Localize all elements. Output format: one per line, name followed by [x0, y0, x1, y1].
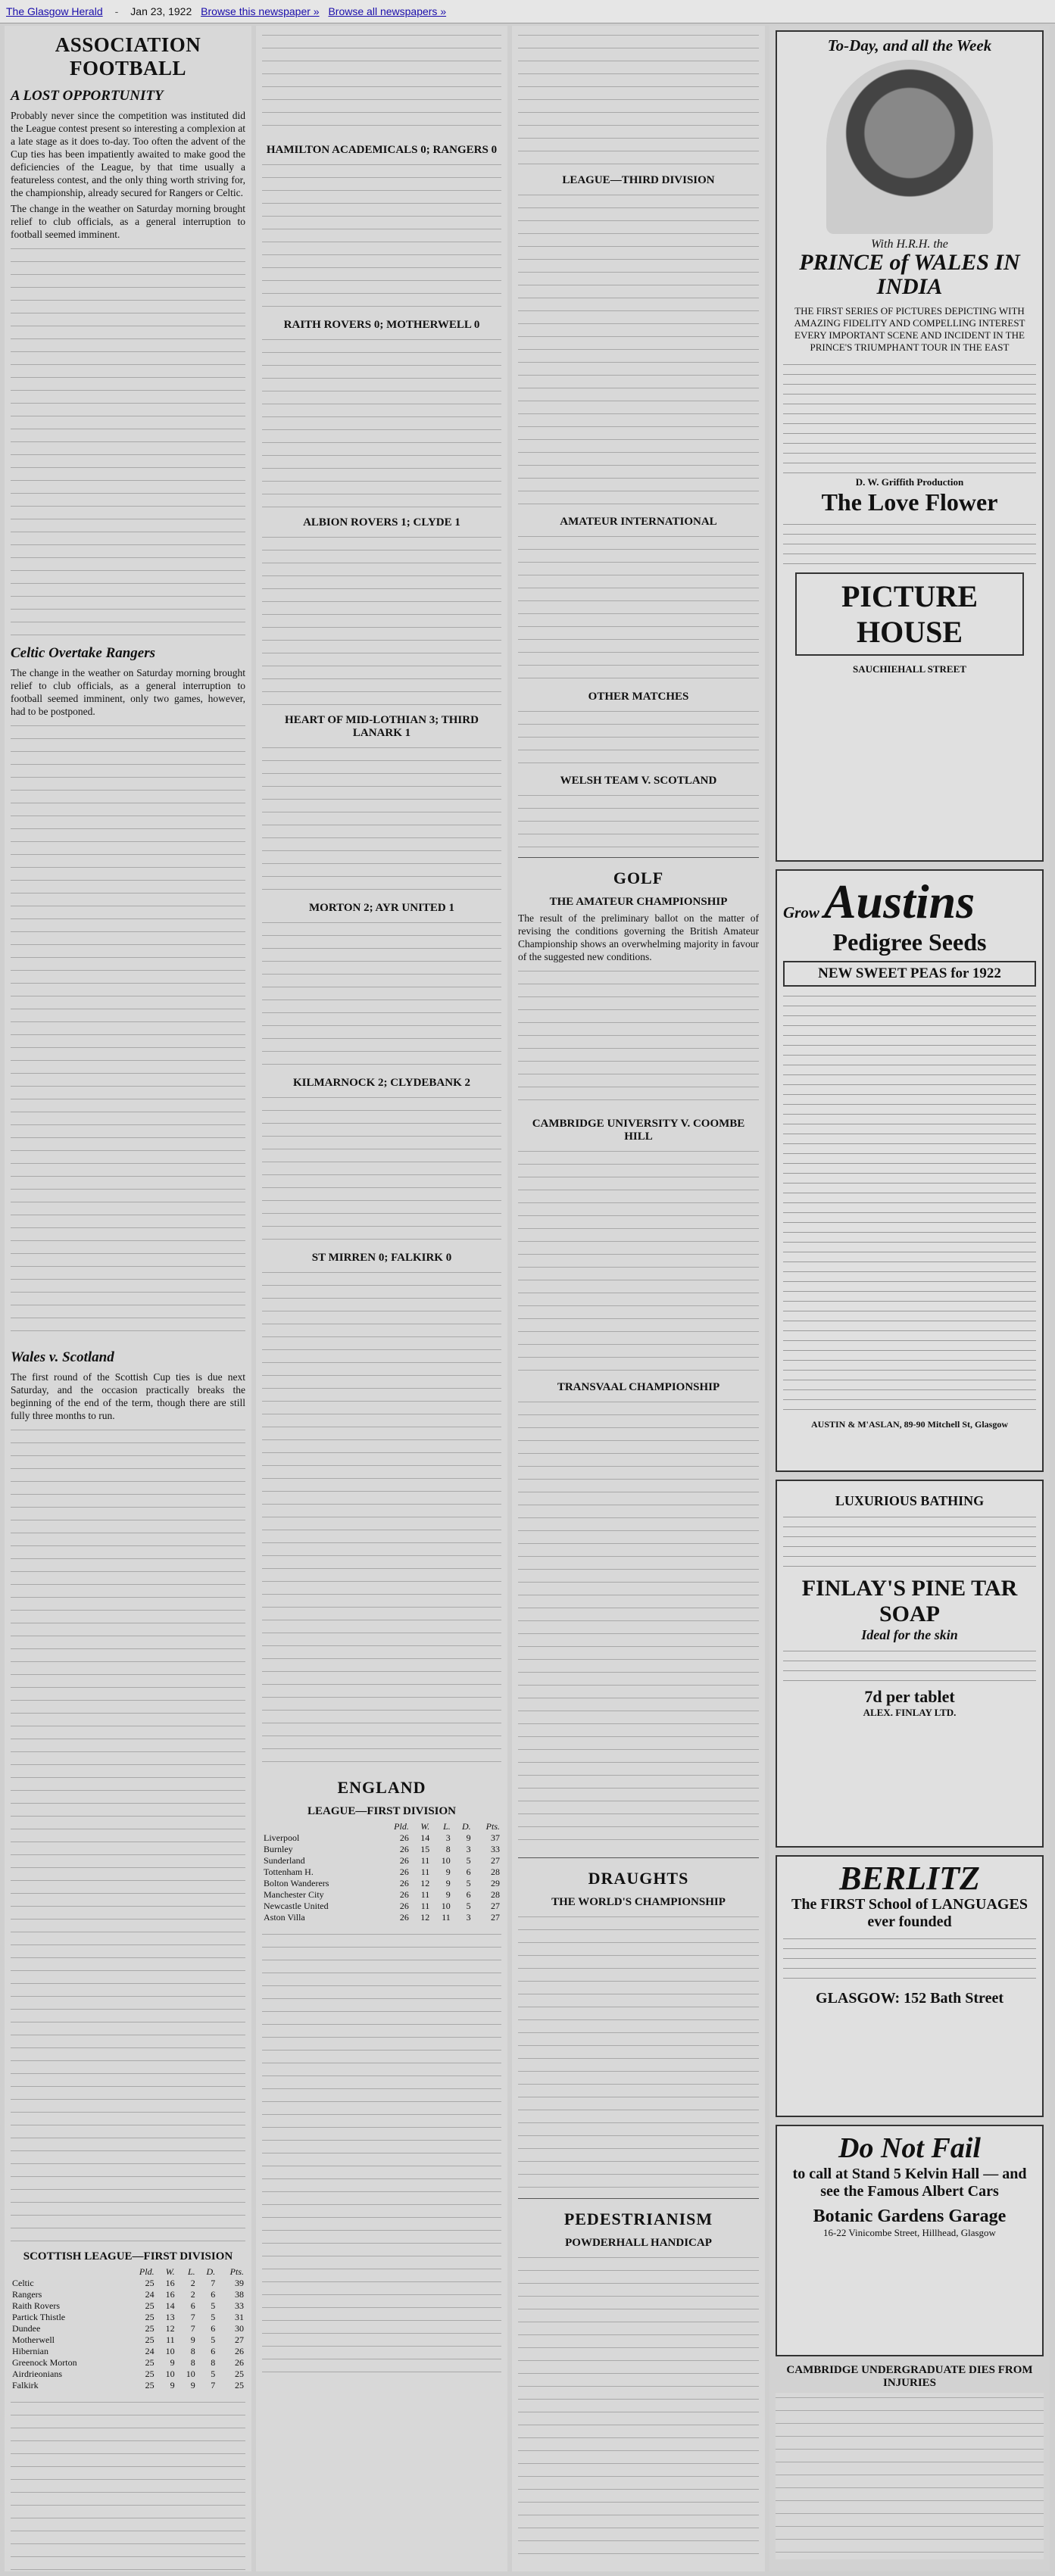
ad-brand: FINLAY'S PINE TAR SOAP [801, 1576, 1018, 1626]
table-cell: Burnley [264, 1844, 293, 1854]
table-cell: 3 [466, 1844, 471, 1854]
table-cell: 14 [420, 1832, 430, 1843]
table-cell: 8 [211, 2357, 216, 2368]
match-heading: ALBION ROVERS 1; CLYDE 1 [303, 516, 460, 529]
advert-austins-seeds [776, 869, 1044, 1472]
ad-subtitle: NEW SWEET PEAS for 1922 [783, 961, 1036, 987]
league-table-title: LEAGUE—FIRST DIVISION [307, 1805, 457, 1817]
table-cell: 28 [491, 1867, 500, 1877]
league-table [11, 2266, 245, 2391]
text-block [518, 966, 759, 1110]
table-cell: 37 [491, 1832, 500, 1843]
table-row [262, 1855, 501, 1867]
ad-venue-street: SAUCHIEHALL STREET [853, 663, 966, 675]
section-headline: ASSOCIATION FOOTBALL [55, 33, 201, 80]
text-block [518, 2253, 759, 2556]
column-2 [256, 26, 507, 2571]
text-block [262, 160, 501, 311]
newspaper-title-link[interactable]: The Glasgow Herald [6, 5, 103, 17]
table-row [11, 2334, 245, 2346]
table-cell: Raith Rovers [12, 2300, 60, 2311]
text-block [518, 1397, 759, 1851]
table-cell: 10 [441, 1855, 451, 1866]
table-row [11, 2346, 245, 2357]
ad-brand: BERLITZ [839, 1860, 980, 1897]
text-block [518, 706, 759, 767]
table-cell: 28 [491, 1889, 500, 1900]
table-row [11, 2380, 245, 2391]
text-block [518, 791, 759, 851]
ad-headline: LUXURIOUS BATHING [835, 1493, 985, 1508]
table-cell: 12 [420, 1912, 430, 1923]
match-heading: OTHER MATCHES [588, 691, 689, 703]
table-row [262, 1844, 501, 1855]
table-cell: 26 [399, 1901, 409, 1911]
table-header-row: Pld. W. L. D. Pts. [139, 2266, 244, 2277]
table-cell: 6 [211, 2289, 216, 2300]
table-cell: 26 [399, 1855, 409, 1866]
text-block [262, 743, 501, 894]
table-cell: 39 [235, 2278, 244, 2288]
ad-text-block [783, 1934, 1036, 1987]
ad-description: to call at Stand 5 Kelvin Hall — and see the Famous Albert Cars [792, 2166, 1027, 2200]
table-cell: Dundee [12, 2323, 41, 2334]
issue-date: Jan 23, 1922 [130, 5, 192, 17]
table-cell: 24 [145, 2346, 155, 2356]
table-cell: 5 [211, 2300, 216, 2311]
table-cell: 25 [235, 2369, 244, 2379]
advert-finlays-soap [776, 1480, 1044, 1848]
table-cell: 3 [445, 1832, 451, 1843]
table-cell: 3 [466, 1912, 471, 1923]
table-row [11, 2300, 245, 2312]
table-cell: 26 [399, 1878, 409, 1888]
ad-headline: Do Not Fail [838, 2132, 981, 2164]
table-cell: 2 [190, 2278, 195, 2288]
table-cell: 13 [165, 2312, 175, 2322]
table-cell: 5 [211, 2334, 216, 2345]
ad-price: 7d per tablet [864, 1687, 955, 1706]
section-title-golf: GOLF [613, 869, 664, 887]
table-cell: 10 [186, 2369, 195, 2379]
table-cell: Falkirk [12, 2380, 39, 2390]
table-cell: Newcastle United [264, 1901, 329, 1911]
text-block [11, 721, 245, 1342]
text-block [518, 1912, 759, 2192]
match-heading: WELSH TEAM V. SCOTLAND [560, 775, 717, 787]
divider [518, 1857, 759, 1858]
table-cell: 10 [165, 2369, 175, 2379]
column-4-adverts [769, 26, 1050, 2571]
article-paragraph: Probably never since the competition was instituted did the League contest present so interesting a complexion at a late stage as it does to-day. Too often the advent of the Cup ties has been impatiently awaited to make good the deficiencies of the League, by that time usually a featureless contest, and the only thing worth striving for, the championship, already secured for Rangers or Celtic. [11, 110, 245, 198]
ad-maker: ALEX. FINLAY LTD. [863, 1707, 957, 1718]
match-heading: ST MIRREN 0; FALKIRK 0 [311, 1252, 452, 1264]
text-block [262, 1093, 501, 1244]
article-paragraph: The change in the weather on Saturday morning brought relief to club officials, as a general interruption to football seemed imminent. [11, 203, 245, 240]
ad-brand: Austins [823, 875, 975, 928]
table-cell: Partick Thistle [12, 2312, 66, 2322]
advert-picture-house [776, 30, 1044, 862]
table-row [11, 2289, 245, 2300]
text-block [518, 30, 759, 167]
ad-text-block [783, 519, 1036, 565]
table-cell: 5 [466, 1878, 471, 1888]
table-cell: 9 [190, 2334, 195, 2345]
table-cell: 9 [170, 2380, 175, 2390]
table-cell: 11 [420, 1901, 430, 1911]
text-block [262, 30, 501, 136]
article-paragraph: The first round of the Scottish Cup ties is due next Saturday, and the occasion practically breaks the beginning of the end of the term, though there are still fully three months to run. [11, 1371, 245, 1421]
table-cell: 25 [145, 2357, 155, 2368]
ad-venue: PICTURE HOUSE [795, 572, 1024, 656]
table-cell: 6 [211, 2346, 216, 2356]
league-table [262, 1821, 501, 1923]
table-cell: Liverpool [264, 1832, 300, 1843]
ad-big-title: PRINCE of WALES IN INDIA [799, 250, 1020, 299]
divider [518, 857, 759, 858]
table-cell: Rangers [12, 2289, 42, 2300]
table-cell: 9 [190, 2380, 195, 2390]
table-cell: 12 [165, 2323, 175, 2334]
league-table-title: SCOTTISH LEAGUE—FIRST DIVISION [23, 2250, 233, 2263]
article-heading: TRANSVAAL CHAMPIONSHIP [557, 1381, 720, 1393]
match-heading: RAITH ROVERS 0; MOTHERWELL 0 [283, 319, 480, 331]
ad-headline: To-Day, and all the Week [827, 36, 992, 55]
table-cell: 26 [399, 1832, 409, 1843]
table-cell: 33 [491, 1844, 500, 1854]
ad-address: 16-22 Vinicombe Street, Hillhead, Glasgow [823, 2227, 996, 2238]
ad-text-block [783, 1512, 1036, 1573]
table-cell: 27 [491, 1855, 500, 1866]
table-cell: Tottenham H. [264, 1867, 314, 1877]
table-cell: 7 [211, 2380, 216, 2390]
advert-albert-cars [776, 2125, 1044, 2356]
table-cell: 11 [420, 1867, 430, 1877]
table-cell: 27 [491, 1912, 500, 1923]
table-cell: 2 [190, 2289, 195, 2300]
table-cell: 11 [166, 2334, 175, 2345]
ad-grow-text: Grow [783, 903, 819, 922]
table-cell: 6 [211, 2323, 216, 2334]
advert-berlitz [776, 1855, 1044, 2117]
table-heading: LEAGUE—THIRD DIVISION [562, 174, 715, 186]
table-cell: 7 [190, 2323, 195, 2334]
text-block [11, 1425, 245, 2243]
ad-line: With H.R.H. the [871, 238, 948, 251]
table-cell: 25 [145, 2369, 155, 2379]
table-cell: 31 [235, 2312, 244, 2322]
table-cell: Celtic [12, 2278, 34, 2288]
article-subhead: A LOST OPPORTUNITY [11, 88, 164, 104]
match-heading: HAMILTON ACADEMICALS 0; RANGERS 0 [266, 144, 498, 156]
text-block [11, 244, 245, 638]
article-paragraph: The result of the preliminary ballot on the matter of revising the conditions governing the British Amateur Championship shows an overwhelming majority in favour of the suggested new conditions. [518, 912, 759, 962]
text-block [262, 1268, 501, 1767]
table-row [11, 2323, 245, 2334]
ad-film-title: The Love Flower [821, 488, 998, 516]
table-cell: 26 [235, 2346, 244, 2356]
table-cell: 12 [420, 1878, 430, 1888]
article-subhead: Wales v. Scotland [11, 1349, 114, 1365]
table-cell: Aston Villa [264, 1912, 305, 1923]
table-cell: 29 [491, 1878, 500, 1888]
table-cell: 10 [441, 1901, 451, 1911]
table-cell: 30 [235, 2323, 244, 2334]
table-cell: 15 [420, 1844, 430, 1854]
table-cell: 16 [165, 2289, 175, 2300]
table-cell: 26 [399, 1889, 409, 1900]
text-block [518, 532, 759, 683]
table-cell: Sunderland [264, 1855, 305, 1866]
article-heading: THE WORLD'S CHAMPIONSHIP [551, 1896, 726, 1908]
browse-all-link[interactable]: Browse all newspapers » [328, 5, 447, 17]
table-cell: 8 [190, 2346, 195, 2356]
article-paragraph: The change in the weather on Saturday morning brought relief to club officials, as a general interruption to football seemed imminent, only two games, however, had to be postponed. [11, 667, 245, 717]
table-cell: 11 [442, 1912, 451, 1923]
table-cell: 11 [420, 1855, 430, 1866]
column-1 [5, 26, 251, 2571]
table-cell: Motherwell [12, 2334, 55, 2345]
table-row [11, 2357, 245, 2369]
table-cell: 38 [235, 2289, 244, 2300]
table-cell: 8 [190, 2357, 195, 2368]
section-title-draughts: DRAUGHTS [588, 1869, 689, 1888]
table-cell: 7 [211, 2278, 216, 2288]
divider [518, 2198, 759, 2199]
table-cell: 11 [420, 1889, 430, 1900]
table-row [262, 1832, 501, 1844]
table-cell: 5 [466, 1855, 471, 1866]
table-cell: Hibernian [12, 2346, 48, 2356]
section-title: ENGLAND [337, 1778, 426, 1797]
column-3 [512, 26, 765, 2571]
table-cell: 9 [445, 1878, 451, 1888]
table-cell: 25 [145, 2334, 155, 2345]
table-row [11, 2312, 245, 2323]
article-heading: THE AMATEUR CHAMPIONSHIP [549, 896, 728, 908]
table-cell: Bolton Wanderers [264, 1878, 329, 1888]
table-cell: 6 [190, 2300, 195, 2311]
ad-garage: Botanic Gardens Garage [813, 2206, 1007, 2226]
table-cell: 16 [165, 2278, 175, 2288]
table-cell: 6 [466, 1889, 471, 1900]
table-cell: 5 [466, 1901, 471, 1911]
table-cell: 5 [211, 2369, 216, 2379]
ad-film-credit: D. W. Griffith Production [855, 476, 964, 488]
article-subhead: Celtic Overtake Rangers [11, 645, 156, 661]
ad-product: Pedigree Seeds [832, 928, 987, 956]
table-row [262, 1867, 501, 1878]
table-cell: 26 [399, 1912, 409, 1923]
table-cell: 9 [445, 1889, 451, 1900]
ad-city: GLASGOW: 152 Bath Street [816, 1990, 1003, 2007]
text-block [262, 532, 501, 706]
article-heading: CAMBRIDGE UNIVERSITY V. COOMBE HILL [532, 1118, 745, 1143]
separator: - [114, 5, 119, 17]
text-block [262, 1929, 501, 2384]
text-block [262, 335, 501, 509]
section-title-pedestrianism: PEDESTRIANISM [563, 2210, 713, 2228]
match-heading: KILMARNOCK 2; CLYDEBANK 2 [292, 1077, 471, 1089]
archive-toolbar [0, 0, 1055, 23]
table-cell: 14 [165, 2300, 175, 2311]
table-row [262, 1912, 501, 1923]
table-cell: 25 [145, 2380, 155, 2390]
ad-description: THE FIRST SERIES OF PICTURES DEPICTING WITH AMAZING FIDELITY AND COMPELLING INTEREST EVERY IMPORTANT SCENE AND INCIDENT IN THE PRINCE'S TRIUMPHANT TOUR IN THE EAST [794, 305, 1025, 353]
table-cell: Airdrieonians [12, 2369, 62, 2379]
table-cell: 8 [445, 1844, 451, 1854]
match-heading: MORTON 2; AYR UNITED 1 [309, 902, 454, 914]
article-heading: POWDERHALL HANDICAP [565, 2237, 712, 2249]
ad-text-block [783, 360, 1036, 473]
table-cell: 7 [190, 2312, 195, 2322]
table-cell: 6 [466, 1867, 471, 1877]
match-heading: HEART OF MID-LOTHIAN 3; THIRD LANARK 1 [285, 714, 479, 739]
ad-tagline: Ideal for the skin [861, 1627, 958, 1642]
table-cell: 9 [466, 1832, 471, 1843]
text-block [518, 1146, 759, 1374]
table-row [262, 1901, 501, 1912]
match-heading: AMATEUR INTERNATIONAL [560, 516, 717, 528]
table-cell: 9 [445, 1867, 451, 1877]
table-row [11, 2369, 245, 2380]
ad-address: AUSTIN & M'ASLAN, 89-90 Mitchell St, Glasgow [811, 1419, 1008, 1430]
table-cell: 25 [145, 2312, 155, 2322]
text-block [776, 2393, 1044, 2559]
table-cell: 10 [165, 2346, 175, 2356]
table-row [262, 1889, 501, 1901]
table-cell: 26 [399, 1867, 409, 1877]
browse-newspaper-link[interactable]: Browse this newspaper » [201, 5, 320, 17]
text-block [262, 918, 501, 1069]
table-cell: 25 [235, 2380, 244, 2390]
ad-description: The FIRST School of LANGUAGES ever founded [791, 1896, 1028, 1930]
table-cell: 26 [399, 1844, 409, 1854]
text-block [518, 190, 759, 508]
table-row [11, 2278, 245, 2289]
table-cell: 24 [145, 2289, 155, 2300]
table-cell: 25 [145, 2300, 155, 2311]
ad-text-block [783, 1646, 1036, 1684]
table-cell: 9 [170, 2357, 175, 2368]
table-cell: Greenock Morton [12, 2357, 77, 2368]
table-cell: 26 [235, 2357, 244, 2368]
prince-portrait-image [826, 60, 993, 234]
ad-price-list [783, 991, 1036, 1415]
table-cell: 27 [235, 2334, 244, 2345]
table-row [262, 1878, 501, 1889]
table-cell: 25 [145, 2323, 155, 2334]
text-block [11, 2397, 245, 2571]
table-cell: 5 [211, 2312, 216, 2322]
table-cell: 27 [491, 1901, 500, 1911]
table-cell: 33 [235, 2300, 244, 2311]
table-cell: 25 [145, 2278, 155, 2288]
table-header-row: Pld. W. L. D. Pts. [394, 1821, 500, 1832]
table-cell: Manchester City [264, 1889, 324, 1900]
article-heading: CAMBRIDGE UNDERGRADUATE DIES FROM INJURIES [786, 2364, 1033, 2389]
